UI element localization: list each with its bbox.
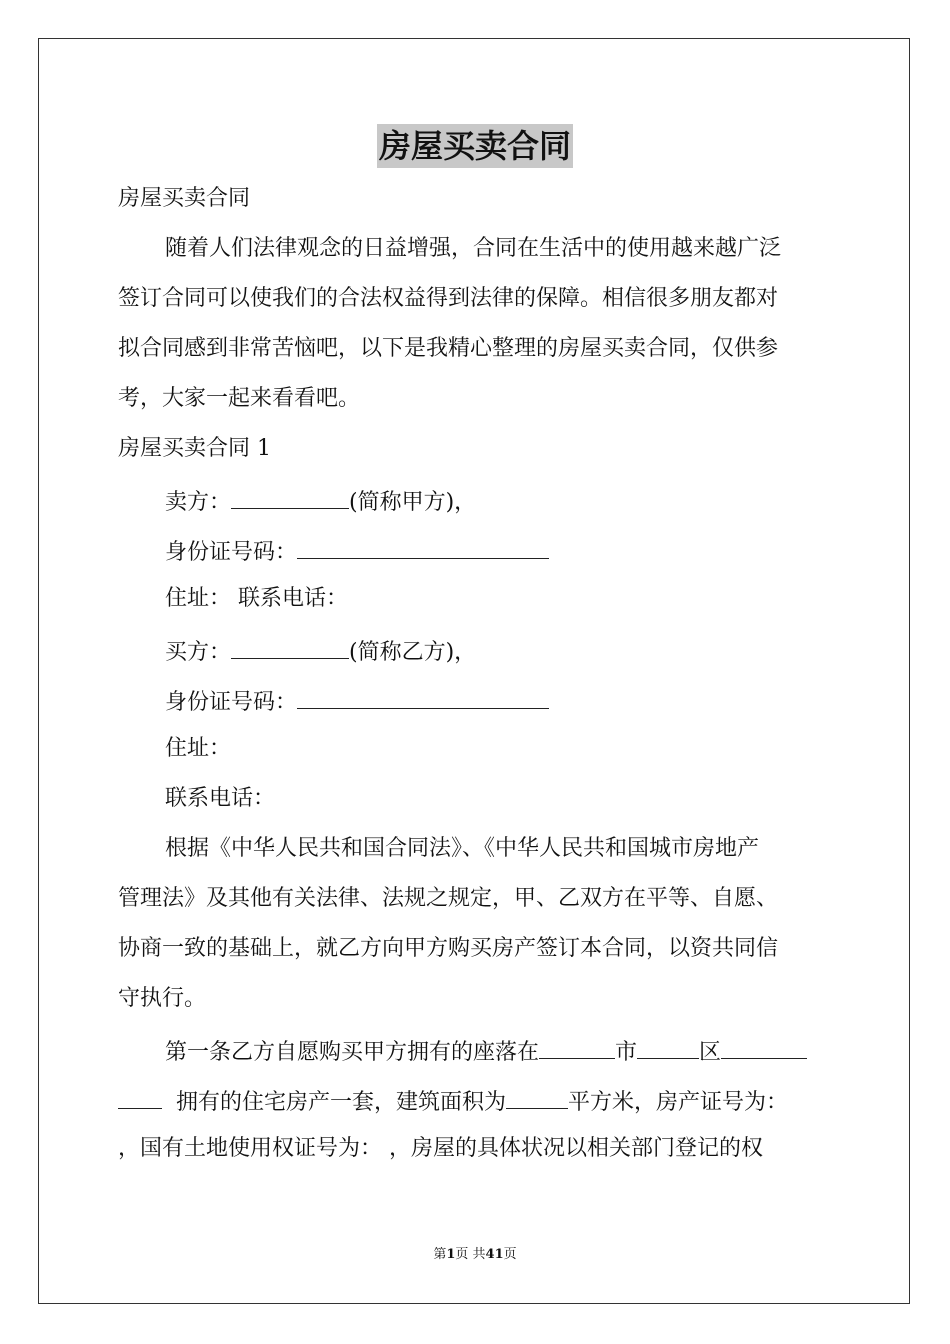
seller-id-blank [297,534,549,559]
buyer-id-blank [297,684,549,709]
footer-page-prefix: 第 [433,1247,447,1262]
seller-suffix: (简称甲方)， [349,490,477,515]
basis-line-2: 管理法》及其他有关法律、法规之规定，甲、乙双方在平等、自愿、 [118,886,779,911]
seller-id-line [165,534,549,568]
basis-line-4: 守执行。 [118,986,207,1011]
seller-label: 卖方： [165,490,232,515]
document-subtitle: 房屋买卖合同 [118,186,251,211]
buyer-id-line [165,684,549,718]
footer-page-number: 1 [446,1247,456,1262]
article1-location-blank [721,1034,807,1059]
article1-district: 区 [699,1040,722,1065]
buyer-address: 住址： [165,736,232,761]
article1-district-blank [637,1034,699,1059]
article1-line-1 [165,1034,807,1068]
title-container [0,124,950,168]
article1-location-blank-2 [118,1084,162,1109]
footer-page-suffix: 页 [503,1247,517,1262]
section-title: 房屋买卖合同 1 [118,436,271,461]
footer-total-pages: 41 [485,1247,504,1262]
seller-name-blank [231,484,349,509]
document-title: 房屋买卖合同 [377,124,573,168]
intro-line-3: 拟合同感到非常苦恼吧，以下是我精心整理的房屋买卖合同，仅供参 [118,336,779,361]
seller-id-label: 身份证号码： [165,540,298,565]
buyer-phone: 联系电话： [165,786,276,811]
article1-area-blank [506,1084,568,1109]
article1-city-blank [539,1034,615,1059]
buyer-label: 买方： [165,640,232,665]
intro-line-2: 签订合同可以使我们的合法权益得到法律的保障。相信很多朋友都对 [118,286,779,311]
page-footer [0,1246,950,1264]
article1-text-a: 第一条乙方自愿购买甲方拥有的座落在 [165,1040,540,1065]
buyer-id-label: 身份证号码： [165,690,298,715]
article1-city: 市 [615,1040,638,1065]
buyer-name-blank [231,634,349,659]
intro-line-1: 随着人们法律观念的日益增强，合同在生活中的使用越来越广泛 [165,236,782,261]
buyer-line [165,634,476,668]
buyer-suffix: (简称乙方)， [349,640,477,665]
seller-line [165,484,476,518]
intro-line-4: 考，大家一起来看看吧。 [118,386,361,411]
seller-address-phone: 住址： 联系电话： [165,586,348,611]
article1-line-3: ，国有土地使用权证号为： ，房屋的具体状况以相关部门登记的权 [118,1136,763,1161]
footer-page-mid: 页 共 [455,1247,486,1262]
article1-text-b: 拥有的住宅房产一套，建筑面积为 [176,1090,507,1115]
basis-line-3: 协商一致的基础上，就乙方向甲方购买房产签订本合同，以资共同信 [118,936,779,961]
article1-text-c: 平方米，房产证号为： [568,1090,789,1115]
basis-line-1: 根据《中华人民共和国合同法》、《中华人民共和国城市房地产 [165,836,760,861]
article1-line-2 [118,1084,788,1118]
